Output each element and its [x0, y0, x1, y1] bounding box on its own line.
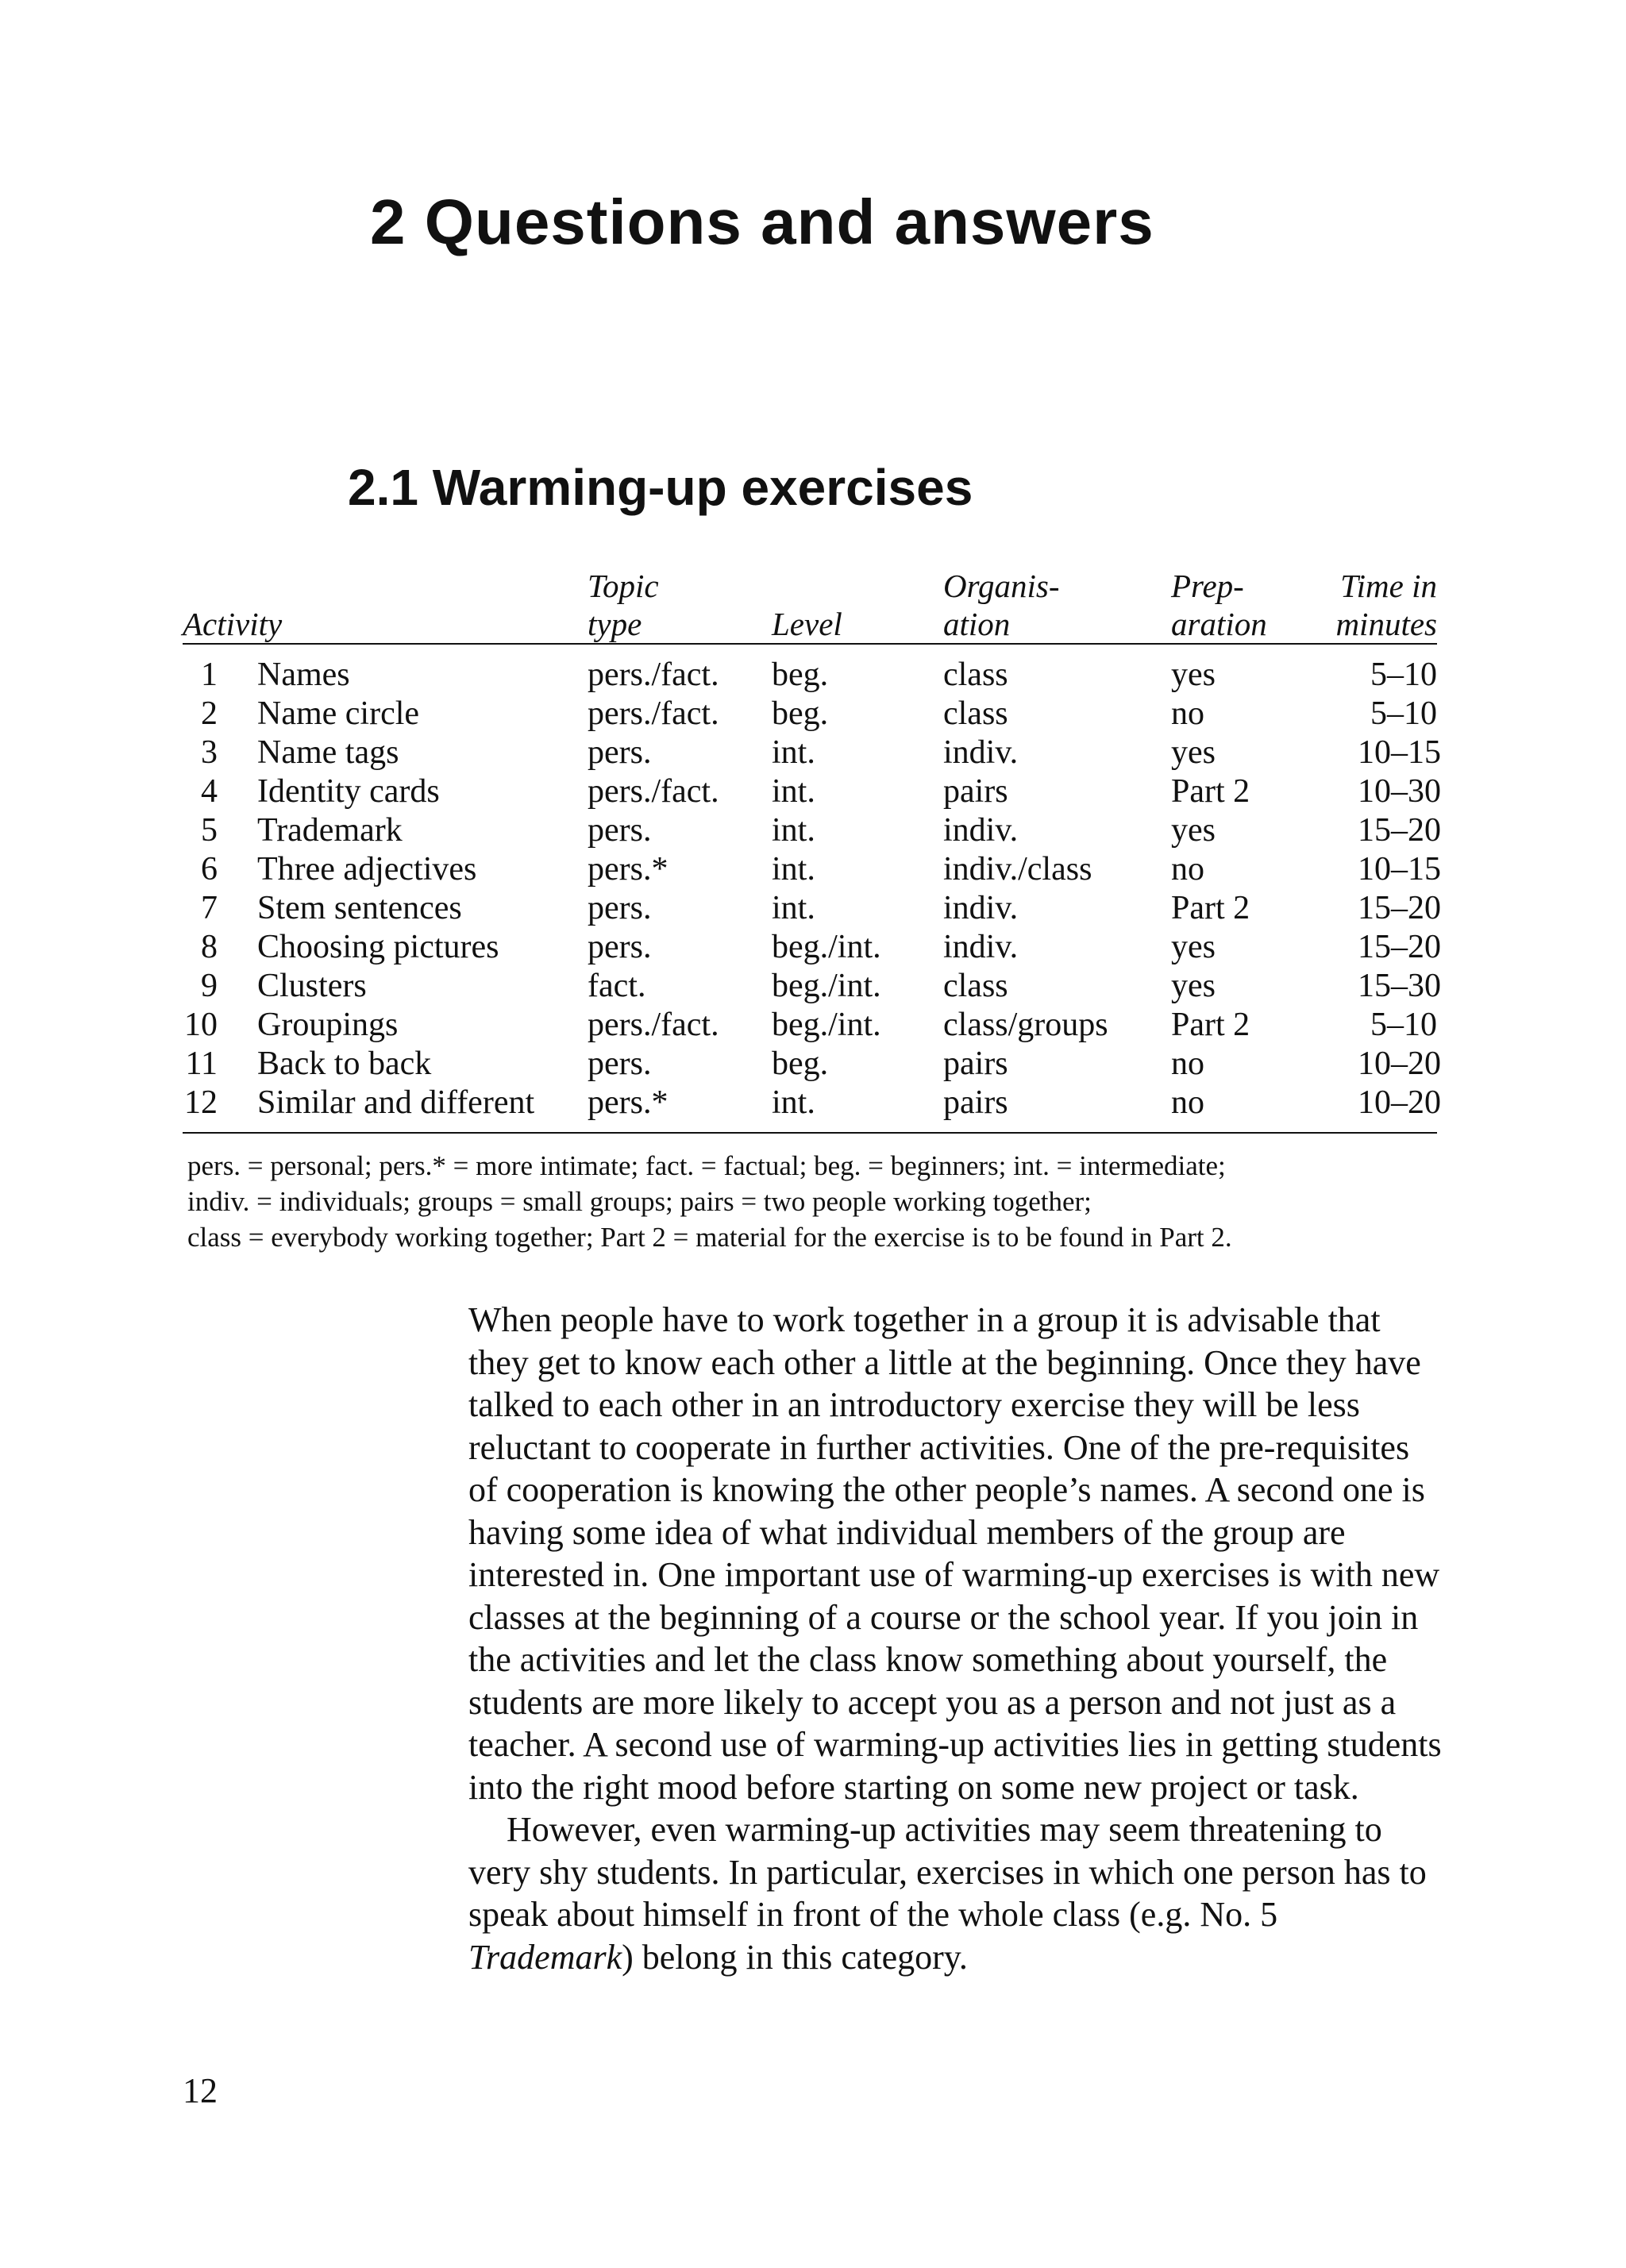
cell-level: beg./int. [772, 1007, 881, 1043]
cell-preparation: yes [1171, 812, 1216, 849]
cell-time-minutes: 10–15 [1358, 734, 1441, 771]
cell-organisation: indiv. [943, 929, 1019, 965]
cell-time-minutes: 5–10 [1370, 1007, 1437, 1043]
cell-topic-type: pers. [588, 890, 652, 926]
table-body [183, 645, 1441, 1132]
cell-topic-type: pers.* [588, 1084, 669, 1121]
cell-activity-name: Name circle [257, 695, 420, 732]
cell-level: int. [772, 851, 815, 888]
cell-organisation: pairs [943, 1084, 1008, 1121]
cell-row-number: 4 [201, 773, 218, 810]
cell-level: int. [772, 812, 815, 849]
table-row [183, 811, 1441, 850]
cell-activity-name: Identity cards [257, 773, 440, 810]
header-org-line2: ation [943, 606, 1011, 642]
cell-level: beg./int. [772, 968, 881, 1004]
cell-organisation: indiv./class [943, 851, 1092, 888]
cell-preparation: no [1171, 1045, 1204, 1082]
cell-topic-type: pers./fact. [588, 657, 719, 693]
cell-topic-type: pers. [588, 1045, 652, 1082]
cell-topic-type: pers./fact. [588, 1007, 719, 1043]
cell-preparation: no [1171, 695, 1204, 732]
cell-topic-type: fact. [588, 968, 646, 1004]
cell-row-number: 2 [201, 695, 218, 732]
header-topic-line1: Topic [588, 568, 659, 604]
cell-time-minutes: 15–30 [1358, 968, 1441, 1004]
header-prep-line2: aration [1171, 606, 1267, 642]
header-level: Level [772, 606, 842, 642]
cell-row-number: 6 [201, 851, 218, 888]
cell-organisation: class [943, 968, 1008, 1004]
table-row [183, 734, 1441, 772]
header-org-line1: Organis- [943, 568, 1060, 604]
cell-level: int. [772, 734, 815, 771]
cell-activity-name: Name tags [257, 734, 399, 771]
cell-topic-type: pers.* [588, 851, 669, 888]
cell-organisation: class [943, 657, 1008, 693]
cell-activity-name: Clusters [257, 968, 367, 1004]
cell-row-number: 5 [201, 812, 218, 849]
cell-organisation: class/groups [943, 1007, 1108, 1043]
cell-organisation: indiv. [943, 734, 1019, 771]
header-topic-line2: type [588, 606, 642, 642]
cell-row-number: 7 [201, 890, 218, 926]
cell-activity-name: Stem sentences [257, 890, 462, 926]
legend-line: indiv. = individuals; groups = small groups; pairs = two people working together; [187, 1186, 1092, 1217]
cell-activity-name: Similar and different [257, 1084, 535, 1121]
cell-topic-type: pers./fact. [588, 695, 719, 732]
cell-organisation: indiv. [943, 812, 1019, 849]
body-text [468, 1299, 1445, 1978]
cell-time-minutes: 10–20 [1358, 1084, 1441, 1121]
cell-activity-name: Three adjectives [257, 851, 477, 888]
cell-preparation: Part 2 [1171, 1007, 1250, 1043]
header-time-line1: Time in [1340, 568, 1437, 604]
cell-time-minutes: 10–20 [1358, 1045, 1441, 1082]
chapter-title: 2 Questions and answers [370, 187, 1154, 257]
cell-preparation: yes [1171, 968, 1216, 1004]
table-row [183, 967, 1441, 1006]
paragraph-text: However, even warming-up activities may seem threatening to very shy students. In particular, exercises in which one person has to speak about himself in front of the whole class (e.g. No. 5 [468, 1810, 1427, 1934]
cell-level: beg. [772, 657, 829, 693]
table-bottom-rule [183, 1132, 1437, 1134]
cell-row-number: 3 [201, 734, 218, 771]
paragraph-text: ) belong in this category. [622, 1937, 968, 1977]
header-activity: Activity [183, 606, 283, 642]
cell-activity-name: Names [257, 657, 350, 693]
cell-row-number: 11 [185, 1045, 218, 1082]
cell-organisation: indiv. [943, 890, 1019, 926]
section-title: 2.1 Warming-up exercises [348, 459, 973, 516]
table-row [183, 772, 1441, 811]
table-row [183, 889, 1441, 928]
table-legend [187, 1148, 1442, 1255]
paragraph [468, 1808, 1445, 1978]
header-prep-line1: Prep- [1171, 568, 1244, 604]
cell-time-minutes: 15–20 [1358, 890, 1441, 926]
cell-level: beg. [772, 695, 829, 732]
table-row [183, 1045, 1441, 1084]
cell-preparation: yes [1171, 929, 1216, 965]
cell-activity-name: Groupings [257, 1007, 399, 1043]
cell-level: int. [772, 1084, 815, 1121]
cell-time-minutes: 5–10 [1370, 657, 1437, 693]
cell-activity-name: Back to back [257, 1045, 432, 1082]
table-row [183, 1084, 1441, 1122]
cell-topic-type: pers. [588, 734, 652, 771]
page-number: 12 [183, 2071, 218, 2110]
cell-organisation: pairs [943, 1045, 1008, 1082]
cell-row-number: 1 [201, 657, 218, 693]
paragraph: When people have to work together in a group it is advisable that they get to know each other a little at the beginning. Once they have talked to each other in an introductory exercise they will be less reluctant to cooperate in further activities. One of the pre-requisites of cooperation is knowing the other people’s names. A second one is having some idea of what individual members of the group are interested in. One important use of warming-up exercises is with new classes at the beginning of a course or the school year. If you join in the activities and let the class know something about yourself, the students are more likely to accept you as a person and not just as a teacher. A second use of warming-up activities lies in getting students into the right mood before starting on some new project or task. [468, 1300, 1442, 1807]
cell-level: int. [772, 773, 815, 810]
table-row [183, 695, 1437, 734]
cell-preparation: Part 2 [1171, 890, 1250, 926]
cell-organisation: pairs [943, 773, 1008, 810]
table-row [183, 850, 1441, 889]
cell-time-minutes: 10–30 [1358, 773, 1441, 810]
cell-level: int. [772, 890, 815, 926]
cell-preparation: yes [1171, 657, 1216, 693]
cell-activity-name: Choosing pictures [257, 929, 499, 965]
cell-row-number: 9 [201, 968, 218, 1004]
cell-preparation: no [1171, 1084, 1204, 1121]
cell-preparation: Part 2 [1171, 773, 1250, 810]
cell-organisation: class [943, 695, 1008, 732]
activities-table [183, 562, 1441, 1134]
cell-level: beg./int. [772, 929, 881, 965]
header-time-line2: minutes [1335, 606, 1437, 642]
cell-level: beg. [772, 1045, 829, 1082]
cell-row-number: 8 [201, 929, 218, 965]
table-header [183, 562, 1437, 643]
cell-topic-type: pers. [588, 929, 652, 965]
cell-time-minutes: 5–10 [1370, 695, 1437, 732]
cell-time-minutes: 10–15 [1358, 851, 1441, 888]
cell-topic-type: pers. [588, 812, 652, 849]
cell-row-number: 12 [184, 1084, 218, 1121]
cell-row-number: 10 [184, 1007, 218, 1043]
table-row [183, 928, 1441, 967]
cell-topic-type: pers./fact. [588, 773, 719, 810]
cell-preparation: yes [1171, 734, 1216, 771]
cell-time-minutes: 15–20 [1358, 929, 1441, 965]
paragraph-italic-title: Trademark [468, 1937, 622, 1977]
table-row [183, 1006, 1437, 1045]
cell-preparation: no [1171, 851, 1204, 888]
legend-line: pers. = personal; pers.* = more intimate; fact. = factual; beg. = beginners; int. = intermediate; [187, 1150, 1226, 1181]
cell-activity-name: Trademark [257, 812, 403, 849]
legend-line: class = everybody working together; Part 2 = material for the exercise is to be found in Part 2. [187, 1222, 1232, 1253]
table-row [183, 656, 1437, 695]
cell-time-minutes: 15–20 [1358, 812, 1441, 849]
